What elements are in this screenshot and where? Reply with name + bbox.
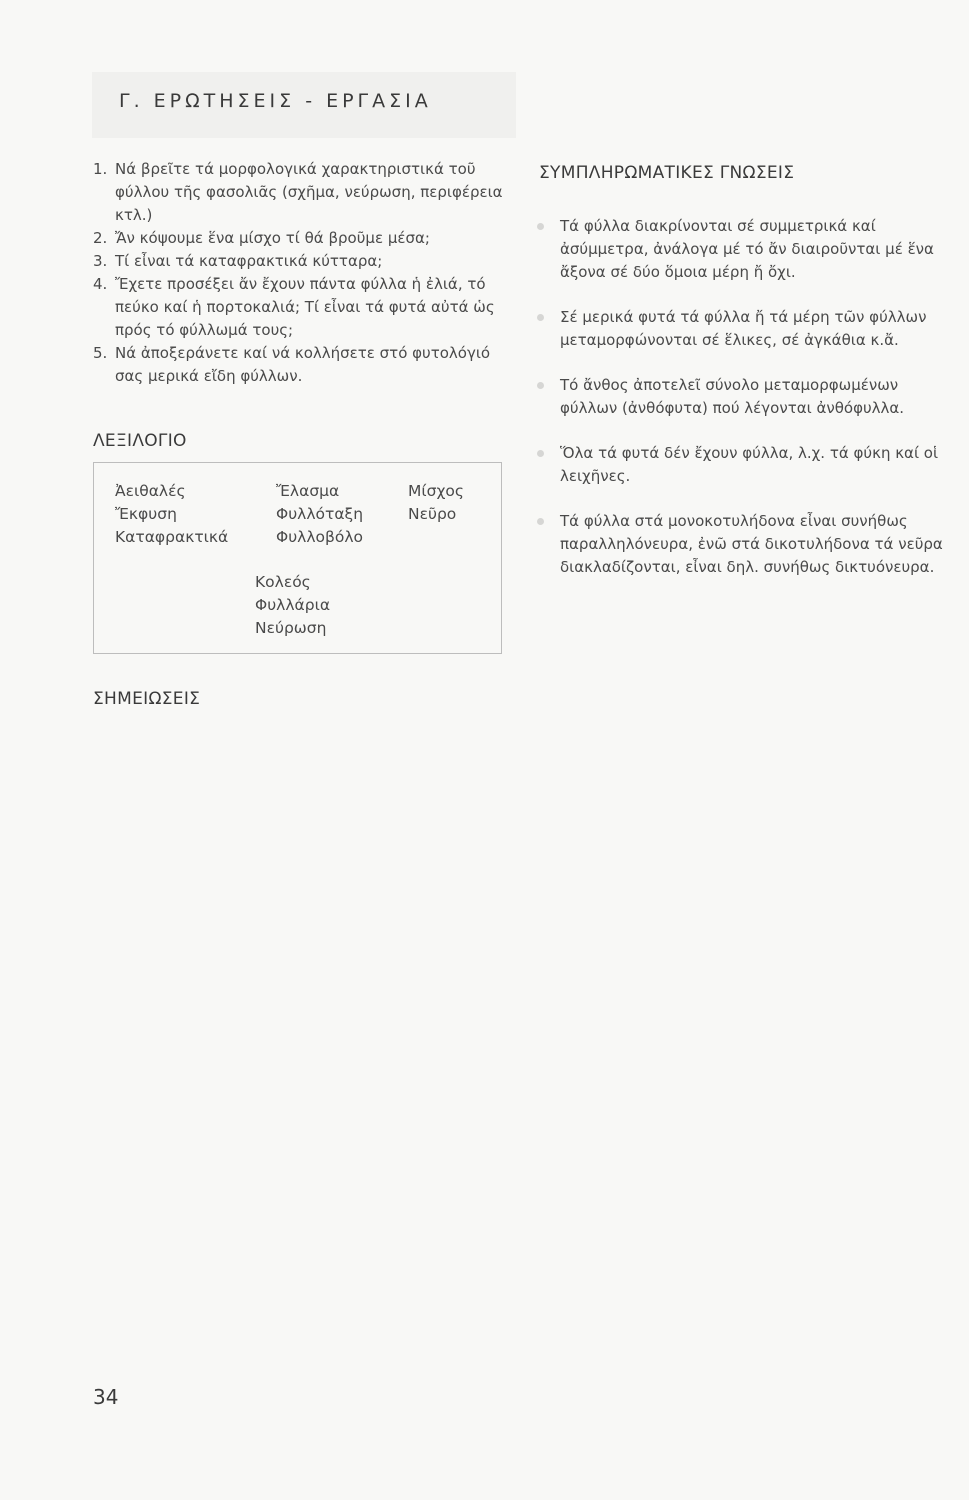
- supplementary-text: Τά φύλλα στά μονοκοτυλήδονα εἶναι συνήθως παραλληλόνευρα, ἐνῶ στά δικοτυλήδονα τά νεῦρα διακλαδίζονται, εἶναι δηλ. συνήθως δικτυόνευρα.: [560, 512, 943, 576]
- question-number: 5.: [93, 344, 108, 362]
- question-number: 2.: [93, 229, 108, 247]
- question-text: Νά ἀποξεράνετε καί νά κολλήσετε στό φυτολόγιό σας μερικά εἴδη φύλλων.: [115, 344, 491, 385]
- supplementary-text: Τά φύλλα διακρίνονται σέ συμμετρικά καί ἀσύμμετρα, ἀνάλογα μέ τό ἄν διαιροῦνται μέ ἕνα ἄξονα σέ δύο ὅμοια μέρη ἤ ὄχι.: [560, 217, 934, 281]
- supplementary-item: [537, 215, 953, 284]
- question-text: Ἄν κόψουμε ἕνα μίσχο τί θά βροῦμε μέσα;: [115, 229, 430, 247]
- supplementary-item: [537, 306, 953, 352]
- question-text: Τί εἶναι τά καταφρακτικά κύτταρα;: [115, 252, 383, 270]
- bullet-icon: [537, 314, 544, 321]
- questions-list: [93, 158, 511, 388]
- section-header: [92, 72, 516, 138]
- supplementary-title: ΣΥΜΠΛΗΡΩΜΑΤΙΚΕΣ ΓΝΩΣΕΙΣ: [539, 163, 795, 183]
- glossary-term: Ἔλασμα: [276, 482, 340, 500]
- supplementary-text: Ὅλα τά φυτά δέν ἔχουν φύλλα, λ.χ. τά φύκη καί οἱ λειχῆνες.: [560, 444, 939, 485]
- glossary-term: Μίσχος: [408, 482, 464, 500]
- notes-title: ΣΗΜΕΙΩΣΕΙΣ: [93, 689, 201, 709]
- question-number: 3.: [93, 252, 108, 270]
- question-text: Ἔχετε προσέξει ἄν ἔχουν πάντα φύλλα ἡ ἐλιά, τό πεύκο καί ἡ πορτοκαλιά; Τί εἶναι τά φυτά αὐτά ὡς πρός τό φύλλωμά τους;: [115, 275, 495, 339]
- section-title: Γ. ΕΡΩΤΗΣΕΙΣ - ΕΡΓΑΣΙΑ: [119, 90, 432, 112]
- glossary-term: Κολεός: [255, 573, 311, 591]
- bullet-icon: [537, 382, 544, 389]
- supplementary-text: Τό ἄνθος ἀποτελεῖ σύνολο μεταμορφωμένων φύλλων (ἀνθόφυτα) πού λέγονται ἀνθόφυλλα.: [560, 376, 905, 417]
- question-item: [93, 227, 511, 250]
- question-item: [93, 273, 511, 342]
- glossary-term: Καταφρακτικά: [115, 528, 229, 546]
- glossary-term: Φυλλοβόλο: [276, 528, 364, 546]
- supplementary-item: [537, 442, 953, 488]
- supplementary-item: [537, 510, 953, 579]
- glossary-title: ΛΕΞΙΛΟΓΙΟ: [93, 431, 187, 451]
- bullet-icon: [537, 223, 544, 230]
- question-number: 4.: [93, 275, 108, 293]
- supplementary-text: Σέ μερικά φυτά τά φύλλα ἤ τά μέρη τῶν φύλλων μεταμορφώνονται σέ ἕλικες, σέ ἀγκάθια κ.ἄ.: [560, 308, 927, 349]
- question-text: Νά βρεῖτε τά μορφολογικά χαρακτηριστικά τοῦ φύλλου τῆς φασολιᾶς (σχῆμα, νεύρωση, περιφέρεια κτλ.): [115, 160, 503, 224]
- bullet-icon: [537, 518, 544, 525]
- glossary-term: Ἔκφυση: [115, 505, 177, 523]
- glossary-term: Ἀειθαλές: [115, 482, 186, 500]
- glossary-term: Νεῦρο: [408, 505, 457, 523]
- glossary-term: Φυλλάρια: [255, 596, 331, 614]
- glossary-term: Νεύρωση: [255, 619, 327, 637]
- question-number: 1.: [93, 160, 108, 178]
- supplementary-list: [537, 215, 953, 601]
- question-item: [93, 158, 511, 227]
- bullet-icon: [537, 450, 544, 457]
- question-item: [93, 342, 511, 388]
- supplementary-item: [537, 374, 953, 420]
- glossary-term: Φυλλόταξη: [276, 505, 364, 523]
- question-item: [93, 250, 511, 273]
- page-number: 34: [93, 1385, 119, 1409]
